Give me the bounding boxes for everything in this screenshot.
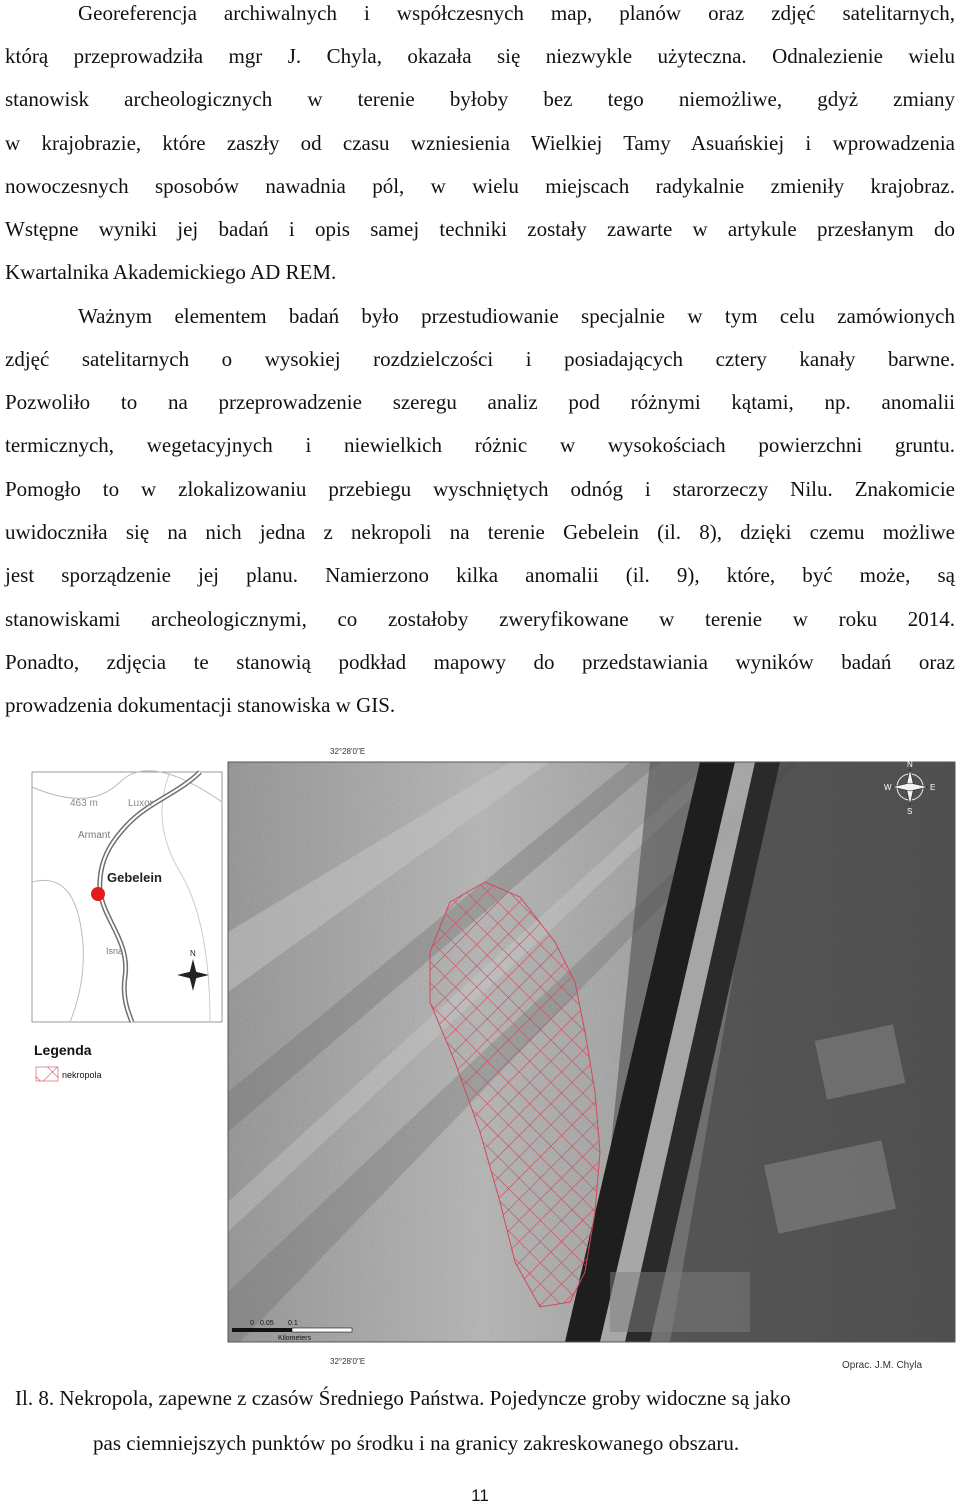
legend-item-label: nekropola (62, 1070, 102, 1080)
gebelein-marker-icon (91, 887, 105, 901)
map-svg (10, 732, 960, 1374)
paragraph-line: Ponadto, zdjęcia te stanowią podkład mapowy do przedstawiania wyników badań oraz (5, 650, 955, 674)
compass-e: E (930, 783, 936, 792)
legend-title: Legenda (34, 1042, 92, 1058)
inset-map (32, 771, 222, 1022)
figure-caption-line-2: pas ciemniejszych punktów po środku i na granicy zakreskowanego obszaru. (93, 1431, 740, 1455)
scale-tick-0: 0 (250, 1320, 254, 1327)
paragraph-line: prowadzenia dokumentacji stanowiska w GIS. (5, 693, 396, 717)
inset-elevation: 463 m (70, 798, 98, 809)
scale-tick-2: 0.1 (288, 1320, 298, 1327)
paragraph-line: w krajobrazie, które zaszły od czasu wzniesienia Wielkiej Tamy Asuańskiej i wprowadzenia (5, 131, 955, 155)
paragraph-line: Georeferencja archiwalnych i współczesnych map, planów oraz zdjęć satelitarnych, (78, 1, 955, 25)
coord-top-label: 32°28'0"E (330, 747, 366, 756)
inset-place-isna: Isna (106, 946, 124, 956)
figure-caption-line-1: Il. 8. Nekropola, zapewne z czasów Średniego Państwa. Pojedyncze groby widoczne są jako (15, 1386, 791, 1410)
paragraph-line: Ważnym elementem badań było przestudiowanie specjalnie w tym celu zamówionych (78, 304, 955, 328)
compass-w: W (884, 783, 892, 792)
paragraph-line: termicznych, wegetacyjnych i niewielkich różnic w wysokościach powierzchni gruntu. (5, 433, 955, 457)
compass-n: N (907, 760, 913, 769)
paragraph-line: nowoczesnych sposobów nawadnia pól, w wielu miejscach radykalnie zmieniły krajobraz. (5, 174, 955, 198)
inset-place-armant: Armant (78, 830, 111, 841)
paragraph-line: uwidoczniła się na nich jedna z nekropoli na terenie Gebelein (il. 8), dzięki czemu możliwe (5, 520, 955, 544)
map-credit: Oprac. J.M. Chyla (842, 1360, 923, 1371)
paragraph-line: zdjęć satelitarnych o wysokiej rozdzielczości i posiadających cztery kanały barwne. (5, 347, 955, 371)
paragraph-line: stanowisk archeologicznych w terenie byłoby bez tego niemożliwe, gdyż zmiany (5, 87, 955, 111)
scale-unit: Kilometers (278, 1335, 312, 1342)
page-number: 11 (471, 1486, 489, 1505)
scale-tick-1: 0.05 (260, 1320, 274, 1327)
paragraph-line: jest sporządzenie jej planu. Namierzono kilka anomalii (il. 9), które, być może, są (5, 563, 955, 587)
compass-s: S (907, 807, 913, 816)
figure-satellite-map (10, 732, 960, 1374)
coord-bottom-label: 32°28'0"E (330, 1357, 366, 1366)
paragraph-line: Kwartalnika Akademickiego AD REM. (5, 260, 337, 284)
legend-swatch-icon (36, 1067, 58, 1081)
legend (34, 1042, 102, 1081)
paragraph-line: którą przeprowadziła mgr J. Chyla, okazała się niezwykle użyteczna. Odnalezienie wielu (5, 44, 955, 68)
inset-north-label: N (190, 949, 196, 958)
paragraph-line: Pomogło to w zlokalizowaniu przebiegu wyschniętych odnóg i starorzeczy Nilu. Znakomicie (5, 477, 955, 501)
paragraph-line: Pozwoliło to na przeprowadzenie szeregu analiz pod różnymi kątami, np. anomalii (5, 390, 955, 414)
paragraph-line: Wstępne wyniki jej badań i opis samej techniki zostały zawarte w artykule przesłanym do (5, 217, 955, 241)
inset-place-luxor: Luxor (128, 798, 154, 809)
paragraph-line: stanowiskami archeologicznymi, co zostałoby zweryfikowane w terenie w roku 2014. (5, 607, 955, 631)
inset-place-gebelein: Gebelein (107, 870, 162, 885)
satellite-image (228, 762, 955, 1342)
